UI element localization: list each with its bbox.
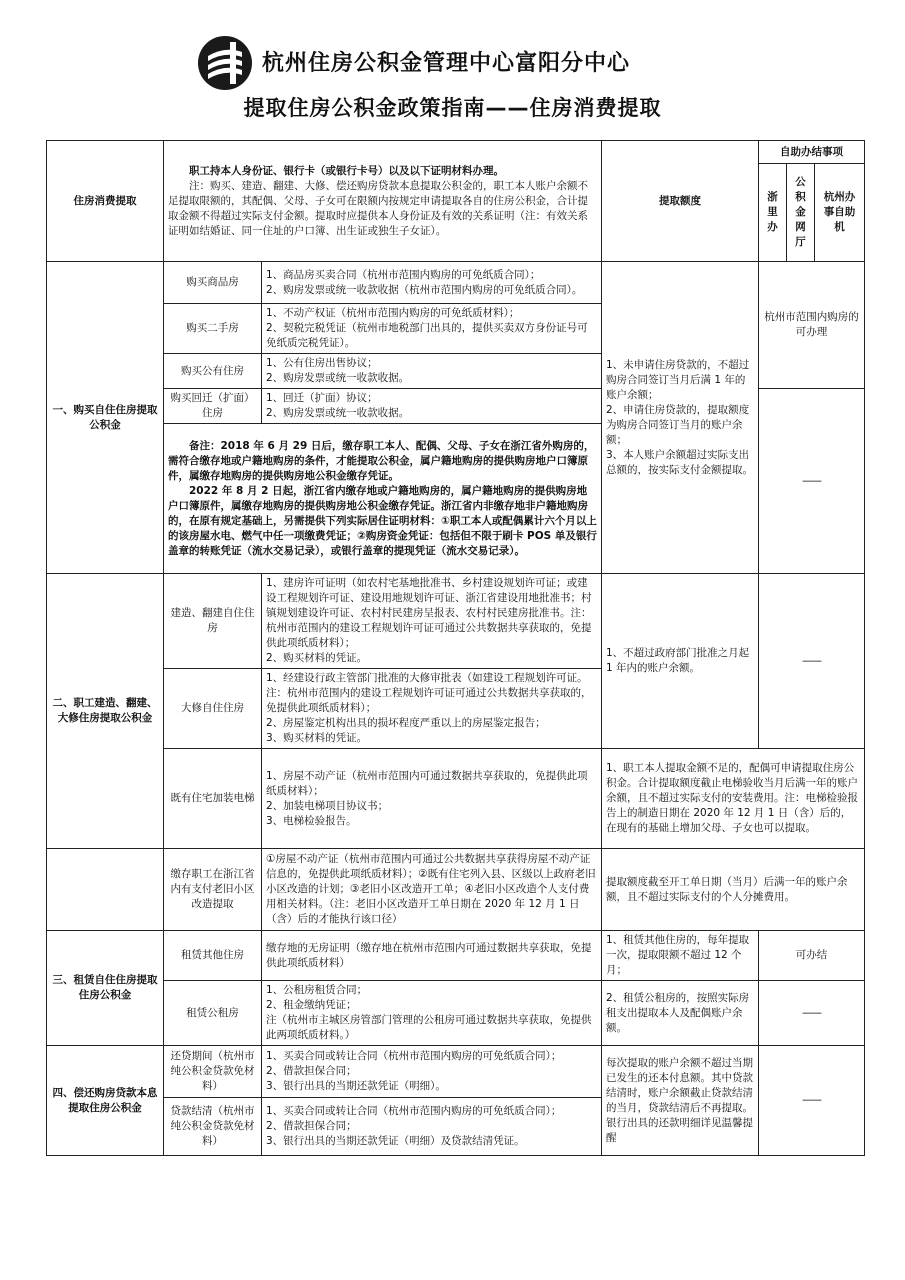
buy-materials-2: 1、不动产权证（杭州市范围内购房的可免纸质材料）； 2、契税完税凭证（杭州市地税部门出具的，提供买卖双方身份证号可免纸质完税凭证）。 xyxy=(262,304,602,354)
repay-amount: 每次提取的账户余额不超过当期已发生的还本付息额。其中贷款结清时，账户余额截止贷款结清的当月，贷款结清后不再提取。 银行出具的还款明细详见温馨提醒 xyxy=(602,1046,759,1156)
header-intro xyxy=(164,141,602,262)
repay-self-service-none: —— xyxy=(759,1046,865,1156)
category-buy: 一、购买自住住房提取公积金 xyxy=(47,262,164,574)
hpf-logo-icon xyxy=(196,34,254,92)
build-type-2: 大修自住住房 xyxy=(164,669,262,749)
rent-materials-2: 1、公租房租赁合同； 2、租金缴纳凭证； 注（杭州市主城区房管部门管理的公租房可通过数据共享获取，免提供此两项纸质材料。） xyxy=(262,981,602,1046)
build-materials-3: 1、房屋不动产证（杭州市范围内可通过数据共享获取的，免提供此项纸质材料）； 2、加装电梯项目协议书； 3、电梯检验报告。 xyxy=(262,749,602,849)
category-build: 二、职工建造、翻建、大修住房提取公积金 xyxy=(47,574,164,849)
build-type-1: 建造、翻建自住住房 xyxy=(164,574,262,669)
build-materials-1: 1、建房许可证明（如农村宅基地批准书、乡村建设规划许可证；或建设工程规划许可证、建设用地规划许可证、浙江省建设用地批准书；村镇规划建设许可证、农村村民建房呈报表、农村村民建房批准书。注：杭州市范围内的建设工程规划许可证可通过公共数据共享获取的，免提供此项纸质材料）； 2、购买材料的凭证。 xyxy=(262,574,602,669)
repay-type-2: 贷款结清（杭州市纯公积金贷款免材料） xyxy=(164,1098,262,1156)
buy-materials-1: 1、商品房买卖合同（杭州市范围内购房的可免纸质合同）； 2、购房发票或统一收款收据（杭州市范围内购房的可免纸质合同）。 xyxy=(262,262,602,304)
renovation-category-blank xyxy=(47,849,164,931)
repay-materials-2: 1、买卖合同或转让合同（杭州市范围内购房的可免纸质合同）； 2、借款担保合同； 3、银行出具的当期还款凭证（明细）及贷款结清凭证。 xyxy=(262,1098,602,1156)
rent-materials-1: 缴存地的无房证明（缴存地在杭州市范围内可通过数据共享获取，免提供此项纸质材料） xyxy=(262,931,602,981)
rent-amount-public: 2、租赁公租房的，按照实际房租支出提取本人及配偶账户余额。 xyxy=(602,981,759,1046)
elevator-amount: 1、职工本人提取金额不足的，配偶可申请提取住房公积金。合计提取额度截止电梯验收当月后满一年的账户余额，且不超过实际支付的安装费用。注：电梯检验报告上的制造日期在 2020 年 12 月 1 日（含）后的，在现有的基础上增加父母、子女也可以提取。 xyxy=(602,749,865,849)
rent-self-service: 可办结 xyxy=(759,931,865,981)
renovation-amount: 提取额度截至开工单日期（当月）后满一年的账户余额，且不超过实际支付的个人分摊费用。 xyxy=(602,849,865,931)
organization-name: 杭州住房公积金管理中心富阳分中心 xyxy=(262,51,631,76)
buy-self-service-none: —— xyxy=(759,389,865,574)
build-type-3: 既有住宅加装电梯 xyxy=(164,749,262,849)
header-website: 公积金网厅 xyxy=(787,164,815,262)
buy-type-4: 购买回迁（扩面）住房 xyxy=(164,389,262,424)
rent-self-service-none: —— xyxy=(759,981,865,1046)
buy-self-service: 杭州市范围内购房的可办理 xyxy=(759,262,865,389)
build-amount: 1、不超过政府部门批准之月起 1 年内的账户余额。 xyxy=(602,574,759,749)
category-rent: 三、租赁自住住房提取住房公积金 xyxy=(47,931,164,1046)
buy-amount: 1、未申请住房贷款的，不超过购房合同签订当月后满 1 年的账户余额； 2、申请住房贷款的，提取额度为购房合同签订当月的账户余额； 3、本人账户余额超过实际支出总额的，按实际支付金额提取。 xyxy=(602,262,759,574)
buy-type-2: 购买二手房 xyxy=(164,304,262,354)
header-category: 住房消费提取 xyxy=(47,141,164,262)
build-self-service-none: —— xyxy=(759,574,865,749)
header-kiosk: 杭州办事自助机 xyxy=(815,164,865,262)
buy-note xyxy=(164,424,602,574)
buy-note-1: 备注：2018 年 6 月 29 日后，缴存职工本人、配偶、父母、子女在浙江省外购房的，需符合缴存地或户籍地购房的条件，才能提取公积金，属户籍地购房的提供购房地户口簿原件，属缴存地购房的提供购房地公积金缴存凭证。 xyxy=(168,439,595,482)
policy-table xyxy=(46,140,865,1156)
buy-type-3: 购买公有住房 xyxy=(164,354,262,389)
intro-line2: 注：购买、建造、翻建、大修、偿还购房贷款本息提取公积金的，职工本人账户余额不足提取限额的，其配偶、父母、子女可在限额内按规定申请提取各自的住房公积金，合计提取金额不得超过实际支付金额。提取时应提供本人身份证及有效的关系证明（注：有效关系证明如结婚证、同一住址的户口簿、出生证或独生子女证）。 xyxy=(168,179,588,237)
buy-note-2: 2022 年 8 月 2 日起，浙江省内缴存地或户籍地购房的，属户籍地购房的提供购房地户口簿原件，属缴存地购房的提供购房地公积金缴存凭证。浙江省内非缴存地非户籍地购房的，在原有规定基础上，另需提供下列实际居住证明材料：①职工本人或配偶累计六个月以上的该房屋水电、燃气中任一项缴费凭证；②购房资金凭证：包括但不限于刷卡 POS 单及银行盖章的转账凭证（流水交易记录），或银行盖章的提现凭证（流水交易记录）。 xyxy=(168,484,597,557)
header-zheliban: 浙里办 xyxy=(759,164,787,262)
buy-materials-3: 1、公有住房出售协议； 2、购房发票或统一收款收据。 xyxy=(262,354,602,389)
header-self-service: 自助办结事项 xyxy=(759,141,865,164)
header-amount: 提取额度 xyxy=(602,141,759,262)
intro-line1: 职工持本人身份证、银行卡（或银行卡号）以及以下证明材料办理。 xyxy=(189,164,504,177)
rent-amount-other: 1、租赁其他住房的，每年提取一次，提取限额不超过 12 个月； xyxy=(602,931,759,981)
rent-type-1: 租赁其他住房 xyxy=(164,931,262,981)
buy-type-1: 购买商品房 xyxy=(164,262,262,304)
page-title: 提取住房公积金政策指南——住房消费提取 xyxy=(243,96,662,120)
build-materials-4: ①房屋不动产证（杭州市范围内可通过公共数据共享获得房屋不动产证信息的，免提供此项纸质材料）；②既有住宅列入县、区级以上政府老旧小区改造的计划；③老旧小区改造开工单；④老旧小区改造个人支付费用相关材料。（注：老旧小区改造开工单日期在 2020 年 12 月 1 日（含）后的才能执行该口径） xyxy=(262,849,602,931)
build-materials-2: 1、经建设行政主管部门批准的大修审批表（如建设工程规划许可证。注：杭州市范围内的建设工程规划许可证可通过公共数据共享获取的，免提供此项纸质材料）； 2、房屋鉴定机构出具的损坏程度严重以上的房屋鉴定报告； 3、购买材料的凭证。 xyxy=(262,669,602,749)
build-type-4: 缴存职工在浙江省内有支付老旧小区改造提取 xyxy=(164,849,262,931)
buy-materials-4: 1、回迁（扩面）协议； 2、购房发票或统一收款收据。 xyxy=(262,389,602,424)
rent-type-2: 租赁公租房 xyxy=(164,981,262,1046)
category-repay: 四、偿还购房贷款本息提取住房公积金 xyxy=(47,1046,164,1156)
document-header xyxy=(0,28,905,92)
repay-type-1: 还贷期间（杭州市纯公积金贷款免材料） xyxy=(164,1046,262,1098)
repay-materials-1: 1、买卖合同或转让合同（杭州市范围内购房的可免纸质合同）； 2、借款担保合同； 3、银行出具的当期还款凭证（明细）。 xyxy=(262,1046,602,1098)
